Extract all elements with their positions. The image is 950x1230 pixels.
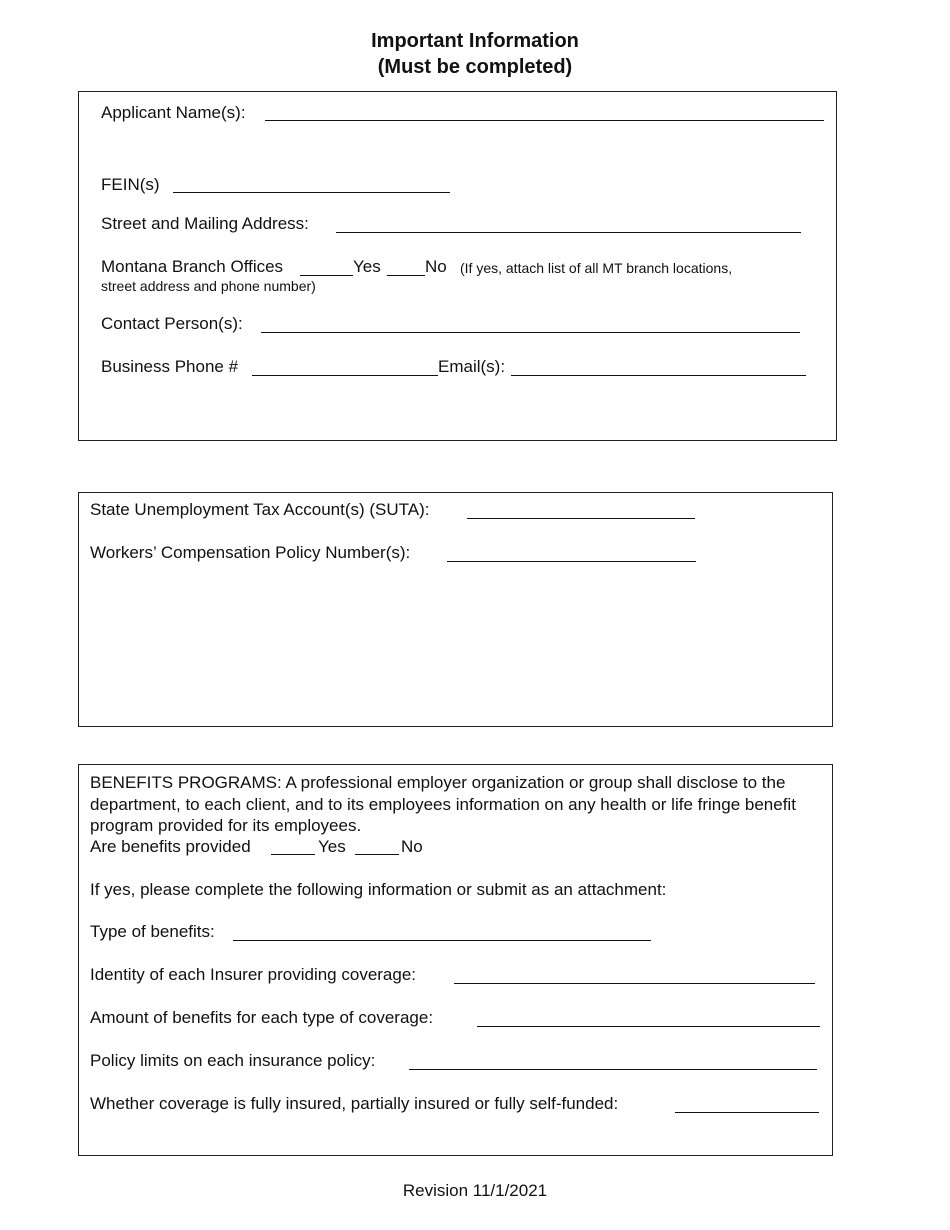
branch-note: (If yes, attach list of all MT branch locations, <box>460 260 733 276</box>
fein-field[interactable] <box>173 192 450 193</box>
benefits-yes-field[interactable] <box>271 854 315 855</box>
page-title: Important Information <box>371 30 579 52</box>
benefits-provided-label: Are benefits provided <box>90 837 251 856</box>
address-label: Street and Mailing Address: <box>101 214 309 233</box>
tax-info-section <box>78 492 833 727</box>
insurer-label: Identity of each Insurer providing coverage: <box>90 965 417 984</box>
funding-type-field[interactable] <box>675 1112 819 1113</box>
benefits-no-label: No <box>401 837 423 856</box>
fein-label: FEIN(s) <box>101 175 160 194</box>
benefit-amount-field[interactable] <box>477 1026 820 1027</box>
benefit-amount-label: Amount of benefits for each type of coverage: <box>90 1008 434 1027</box>
benefits-instruction: If yes, please complete the following information or submit as an attachment: <box>90 880 667 899</box>
branch-no-field[interactable] <box>387 275 425 276</box>
benefits-intro: BENEFITS PROGRAMS: A professional employer organization or group shall disclose to the department, to each client, and to its employees information on any health or life fringe benefit program provided for its employees. <box>90 773 796 835</box>
type-of-benefits-field[interactable] <box>233 940 651 941</box>
benefits-no-field[interactable] <box>355 854 399 855</box>
business-phone-label: Business Phone # <box>101 357 239 376</box>
email-field[interactable] <box>511 375 806 376</box>
applicant-name-field[interactable] <box>265 120 824 121</box>
workers-comp-field[interactable] <box>447 561 696 562</box>
funding-type-label: Whether coverage is fully insured, partially insured or fully self-funded: <box>90 1094 619 1113</box>
revision-date: Revision 11/1/2021 <box>402 1181 548 1200</box>
benefits-yes-label: Yes <box>318 837 346 856</box>
branch-no-label: No <box>425 257 447 276</box>
policy-limits-field[interactable] <box>409 1069 817 1070</box>
applicant-name-label: Applicant Name(s): <box>101 103 246 122</box>
insurer-field[interactable] <box>454 983 815 984</box>
branch-yes-label: Yes <box>353 257 381 276</box>
type-of-benefits-label: Type of benefits: <box>90 922 215 941</box>
branch-offices-label: Montana Branch Offices <box>101 257 284 276</box>
address-field[interactable] <box>336 232 801 233</box>
contact-person-field[interactable] <box>261 332 800 333</box>
policy-limits-label: Policy limits on each insurance policy: <box>90 1051 376 1070</box>
workers-comp-label: Workers’ Compensation Policy Number(s): <box>90 543 411 562</box>
branch-note-continued: street address and phone number) <box>101 278 316 294</box>
page-subtitle: (Must be completed) <box>377 56 573 78</box>
branch-yes-field[interactable] <box>300 275 353 276</box>
contact-person-label: Contact Person(s): <box>101 314 243 333</box>
suta-field[interactable] <box>467 518 695 519</box>
business-phone-field[interactable] <box>252 375 438 376</box>
suta-label: State Unemployment Tax Account(s) (SUTA): <box>90 500 430 519</box>
email-label: Email(s): <box>438 357 506 376</box>
